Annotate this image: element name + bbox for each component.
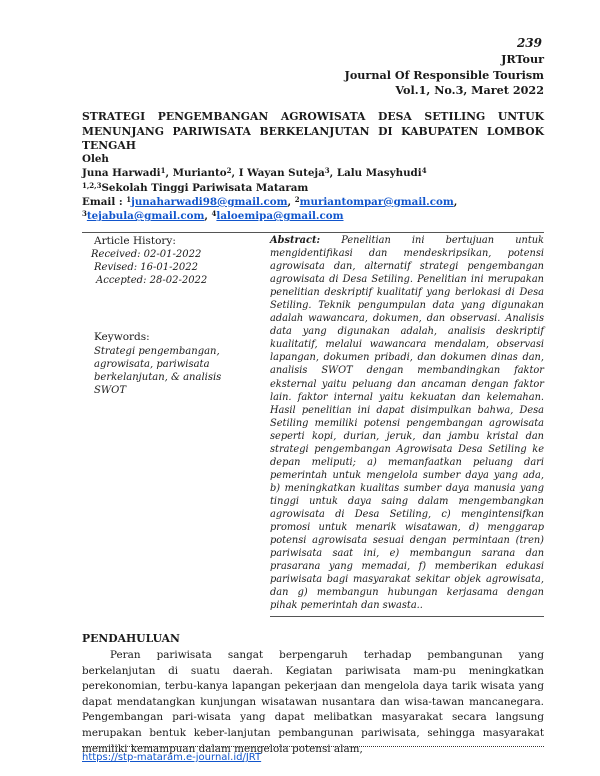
journal-full-name: Journal Of Responsible Tourism: [344, 67, 544, 82]
divider: [82, 232, 272, 233]
footer-url-link[interactable]: https://stp-mataram.e-journal.id/JRT: [82, 752, 262, 763]
journal-header: [345, 52, 544, 99]
section-heading: PENDAHULUAN: [82, 632, 180, 645]
author-name: Juna Harwadi: [82, 167, 161, 180]
abstract-panel: [270, 232, 544, 617]
email-label: Email :: [82, 195, 123, 208]
email-line: Email : $^1$junaharwadi98@gmail.com, $^2$muriantompar@gmail.com,: [82, 194, 458, 208]
email-sup: 2: [294, 194, 300, 204]
abstract-body: Penelitian ini bertujuan untuk mengidentifikasi dan mendeskripsikan, potensi agrowisata dan, alternatif strategi pengembangan agrowisata di Desa Setiling. Penelitian ini merupakan penelitian deskriptif kualitatif yang berlokasi di Desa Setiling. Teknik pengumpulan data yang digunakan adalah wawancara, dokumen, dan observasi. Analisis data yang digunakan adalah, analisis deskriptif kualitatif, melalui wawancara mendalam, observasi lapangan, dokumen pribadi, dan dokumen dinas dan, analisis SWOT dengan membandingkan faktor eksternal yaitu peluang dan ancaman dengan faktor lain. faktor internal yaitu kekuatan dan kelemahan. Hasil penelitian ini dapat disimpulkan bahwa, Desa Setiling memiliki potensi pengembangan agrowisata seperti kopi, durian, jeruk, dan jambu kristal dan strategi pengembangan Agrowisata Desa Setiling ke depan meliputi; a) memanfaatkan peluang dari pemerintah untuk mengelola sumber daya yang ada, b) meningkatkan kualitas sumber daya manusia yang tinggi untuk daya saing dalam mengembangkan agrowisata di Desa Setiling, c) mengintensifkan promosi untuk menarik wisatawan, d) menggarap potensi agrowisata sesuai dengan permintaan (tren) pariwisata saat ini, e) membangun sarana dan prasarana yang memadai, f) memberikan edukasi pariwisata bagi masyarakat sekitar objek agrowisata, dan g) membangun hubungan kerjasama dengan pihak pemerintah dan swasta..: [270, 235, 544, 612]
article-info-panel: [82, 232, 272, 397]
footer-divider: [82, 746, 544, 747]
author-name: Murianto: [172, 167, 227, 180]
email-sup: 4: [211, 209, 217, 219]
article-title: STRATEGI PENGEMBANGAN AGROWISATA DESA SETILING UNTUK MENUNJANG PARIWISATA BERKELANJUTAN DI KABUPATEN LOMBOK TENGAH: [82, 110, 544, 152]
by-label: Oleh: [82, 153, 109, 165]
accepted-date: Accepted: 28-02-2022: [96, 275, 208, 286]
author-sup: 3: [324, 166, 330, 176]
author-name: Lalu Masyhudi: [336, 167, 422, 180]
email-link[interactable]: tejabula@gmail.com: [86, 210, 205, 223]
affiliation-name: Sekolah Tinggi Pariwisata Mataram: [101, 181, 309, 194]
author-sup: 4: [421, 166, 427, 176]
intro-paragraph: Peran pariwisata sangat berpengaruh terhadap pembangunan yang berkelanjutan di suatu daerah. Kegiatan pariwisata mam-pu meningkatkan perekonomian, terbu-kanya lapangan pekerjaan dan mengelola daya tarik wisata yang dapat mendatangkan kunjungan wisatawan nusantara dan wisa-tawan mancanegara. Pengembangan pari-wisata yang dapat melibatkan masyarakat secara langsung merupakan bentuk keber-lanjutan pembangunan pariwisata, sehingga masyarakat memiliki kemampuan dalam mengelola potensi alam,: [82, 649, 544, 755]
abstract-label: Abstract:: [270, 235, 321, 246]
email-link[interactable]: muriantompar@gmail.com: [299, 195, 454, 208]
keywords-text: Strategi pengembangan, agrowisata, pariwisata berkelanjutan, & analisis SWOT: [94, 346, 222, 396]
page-number: 239: [516, 36, 542, 50]
received-date: Received: 02-01-2022: [91, 249, 202, 260]
journal-short-name: JRTour: [501, 52, 544, 66]
affiliation: [82, 181, 544, 195]
email-link[interactable]: junaharwadi98@gmail.com: [131, 195, 288, 208]
email-line: $^3$tejabula@gmail.com, $^4$laloemipa@gmail.com: [82, 209, 344, 223]
author-name: I Wayan Suteja: [238, 167, 325, 180]
article-history-title: Article History:: [94, 235, 176, 247]
abstract: [270, 233, 544, 612]
journal-issue: Vol.1, No.3, Maret 2022: [395, 83, 544, 97]
revised-date: Revised: 16-01-2022: [94, 262, 198, 273]
divider: [270, 616, 544, 617]
email-sup: 1: [126, 194, 132, 204]
keywords-title: Keywords:: [94, 331, 150, 343]
author-sup: 1: [160, 166, 166, 176]
author-sup: 2: [226, 166, 232, 176]
author-block: [82, 152, 544, 223]
email-sup: 3: [82, 209, 87, 219]
author-names: Juna Harwadi$^1$, Murianto$^2$, I Wayan Suteja$^3$, Lalu Masyhudi$^4$: [82, 166, 427, 180]
email-link[interactable]: laloemipa@gmail.com: [216, 210, 344, 223]
affiliation-sup: 1,2,3: [82, 180, 102, 190]
